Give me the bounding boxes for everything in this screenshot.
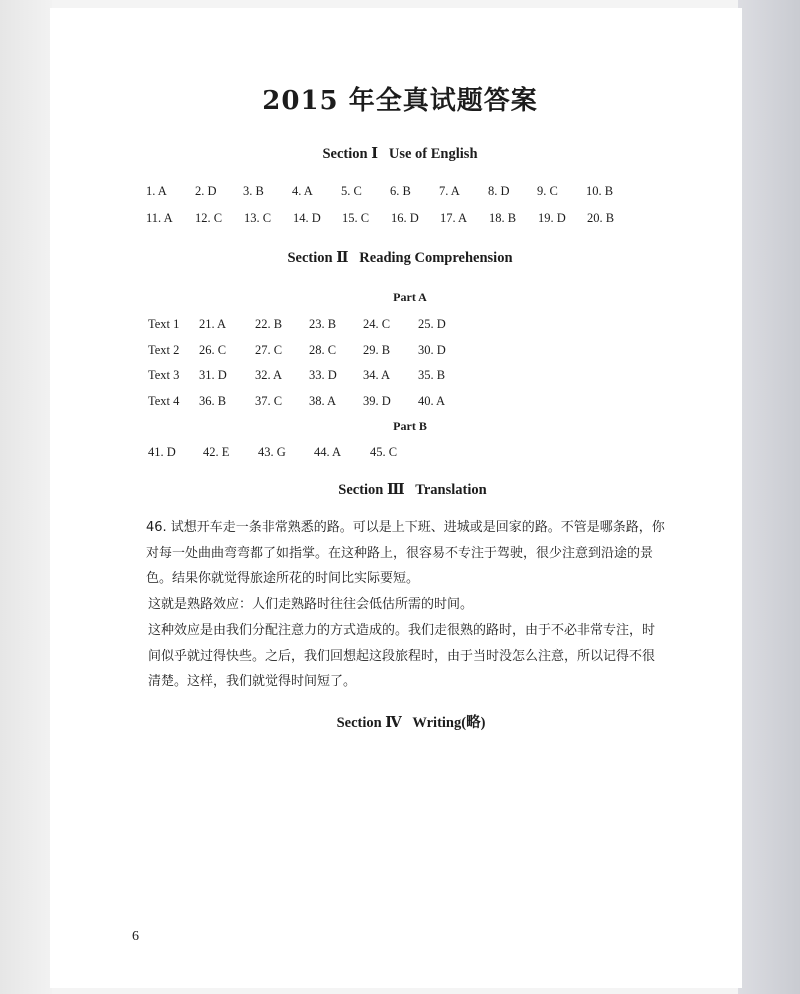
- answer-item: 17. A: [440, 211, 468, 225]
- answer-item: 28. C: [309, 343, 337, 357]
- answer-item: 11. A: [146, 211, 173, 225]
- answer-item: 31. D: [199, 368, 227, 382]
- answer-item: 32. A: [255, 368, 283, 382]
- answer-item: 40. A: [418, 394, 446, 408]
- answer-item: 1. A: [146, 184, 167, 198]
- answer-item: 41. D: [148, 445, 176, 459]
- answer-item: 6. B: [390, 184, 411, 198]
- answer-item: 42. E: [203, 445, 230, 459]
- answer-item: 25. D: [418, 317, 446, 331]
- answer-item: 10. B: [586, 184, 614, 198]
- part-b-label: Part B: [393, 419, 427, 433]
- answer-item: 34. A: [363, 368, 391, 382]
- section-2-heading: Section Ⅱ Reading Comprehension: [287, 250, 513, 266]
- text-label: Text 1: [148, 317, 180, 331]
- text-label: Text 4: [148, 394, 180, 408]
- section-3-heading: Section Ⅲ Translation: [338, 482, 487, 498]
- answer-item: 14. D: [293, 211, 321, 225]
- answer-item: 16. D: [391, 211, 419, 225]
- answer-item: 37. C: [255, 394, 283, 408]
- answer-item: 35. B: [418, 368, 446, 382]
- answer-item: 39. D: [363, 394, 391, 408]
- answer-item: 22. B: [255, 317, 283, 331]
- answer-item: 13. C: [244, 211, 272, 225]
- section-1-heading: Section Ⅰ Use of English: [322, 146, 478, 162]
- answer-item: 8. D: [488, 184, 510, 198]
- answer-item: 18. B: [489, 211, 517, 225]
- text-label: Text 2: [148, 343, 180, 357]
- answer-item: 24. C: [363, 317, 391, 331]
- answer-item: 21. A: [199, 317, 227, 331]
- answer-item: 7. A: [439, 184, 460, 198]
- answer-item: 43. G: [258, 445, 286, 459]
- translation-paragraph: 这种效应是由我们分配注意力的方式造成的。我们走很熟的路时，由于不必非常专注，时间似乎就过得快些。之后，我们回想起这段旅程时，由于当时没怎么注意，所以记得不很清楚。这样，我们就觉得时间短了。: [148, 623, 656, 689]
- answer-item: 9. C: [537, 184, 558, 198]
- answer-item: 19. D: [538, 211, 566, 225]
- answer-item: 26. C: [199, 343, 227, 357]
- answer-item: 45. C: [370, 445, 398, 459]
- answer-item: 44. A: [314, 445, 342, 459]
- page-title: 2015 年全真试题答案: [262, 86, 538, 116]
- answer-item: 38. A: [309, 394, 337, 408]
- answer-item: 30. D: [418, 343, 446, 357]
- answer-item: 33. D: [309, 368, 337, 382]
- answer-item: 4. A: [292, 184, 313, 198]
- page-number: 6: [132, 929, 139, 944]
- answer-item: 3. B: [243, 184, 264, 198]
- answer-item: 36. B: [199, 394, 227, 408]
- answer-item: 5. C: [341, 184, 362, 198]
- answer-item: 29. B: [363, 343, 391, 357]
- part-a-label: Part A: [393, 290, 427, 304]
- text-label: Text 3: [148, 368, 180, 382]
- translation-paragraph: 这就是熟路效应：人们走熟路时往往会低估所需的时间。: [148, 597, 474, 612]
- answer-item: 23. B: [309, 317, 337, 331]
- translation-paragraph: 46. 试想开车走一条非常熟悉的路。可以是上下班、进城或是回家的路。不管是哪条路，你对每一处曲曲弯弯都了如指掌。在这种路上，很容易不专注于驾驶，很少注意到沿途的景色。结果你就觉得旅途所花的时间比实际要短。: [146, 520, 665, 586]
- answer-item: 20. B: [587, 211, 615, 225]
- section-4-heading: Section Ⅳ Writing(略): [336, 715, 486, 731]
- answer-item: 15. C: [342, 211, 370, 225]
- answer-item: 27. C: [255, 343, 283, 357]
- answer-item: 2. D: [195, 184, 217, 198]
- answer-item: 12. C: [195, 211, 223, 225]
